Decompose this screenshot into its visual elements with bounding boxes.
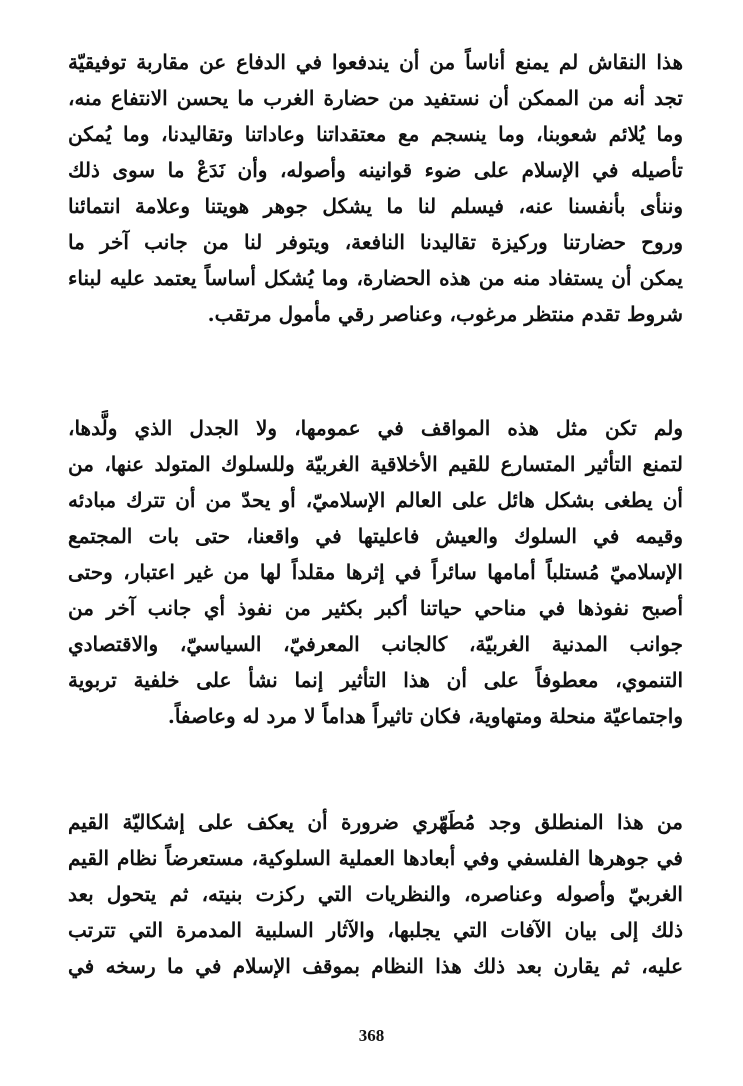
text-line: أصبح نفوذها في مناحي حياتنا أكبر بكثير من نفوذ أي جانب آخر من — [68, 596, 683, 620]
text-line: الإسلاميّ مُستلباً أمامها سائراً في إثرها مقلداً لها من غير اعتبار، وحتى — [68, 560, 683, 584]
text-line: شروط تقدم منتظر مرغوب، وعناصر رقي مأمول مرتقب. — [207, 302, 683, 326]
text-line: واجتماعيّة منحلة ومتهاوية، فكان تاثيراً هداماً لا مرد له وعاصفاً. — [167, 704, 683, 728]
text-line: هذا النقاش لم يمنع أناساً من أن يندفعوا في الدفاع عن مقاربة توفيقيّة — [68, 50, 683, 74]
paragraph-1 — [68, 44, 683, 332]
text-line: جوانب المدنية الغربيّة، كالجانب المعرفيّ، السياسيّ، والاقتصادي — [68, 632, 683, 656]
text-line: ذلك إلى بيان الآفات التي يجلبها، والآثار السلبية المدمرة التي تترتب — [68, 918, 683, 942]
text-line: وقيمه في السلوك والعيش فاعليتها في واقعنا، حتى بات المجتمع — [68, 524, 683, 548]
paragraph-2 — [68, 410, 683, 734]
paragraph-3 — [68, 804, 683, 984]
text-line: وما يُلائم شعوبنا، وما ينسجم مع معتقداتنا وعاداتنا وتقاليدنا، وما يُمكن — [68, 122, 683, 146]
text-line: تأصيله في الإسلام على ضوء قوانينه وأصوله، وأن نَدَعْ ما سوى ذلك — [68, 158, 683, 182]
text-line: في جوهرها الفلسفي وفي أبعادها العملية السلوكية، مستعرضاً نظام القيم — [68, 846, 683, 870]
text-line: وننأى بأنفسنا عنه، فيسلم لنا ما يشكل جوهر هويتنا وعلامة انتمائنا — [68, 194, 683, 218]
text-line: ولم تكن مثل هذه المواقف في عمومها، ولا الجدل الذي ولَّدها، — [68, 416, 683, 440]
text-line: الغربيّ وأصوله وعناصره، والنظريات التي ركزت بنيته، ثم يتحول بعد — [68, 882, 683, 906]
text-line: من هذا المنطلق وجد مُطَهّري ضرورة أن يعكف على إشكاليّة القيم — [68, 810, 683, 834]
text-line: عليه، ثم يقارن بعد ذلك هذا النظام بموقف الإسلام في ما رسخه في — [68, 954, 683, 978]
text-line: وروح حضارتنا وركيزة تقاليدنا النافعة، ويتوفر لنا من جانب آخر ما — [68, 230, 683, 254]
text-line: لتمنع التأثير المتسارع للقيم الأخلاقية الغربيّة وللسلوك المتولد عنها، من — [68, 452, 683, 476]
page-number: 368 — [358, 1026, 385, 1045]
text-line: تجد أنه من الممكن أن نستفيد من حضارة الغرب ما يحسن الانتفاع منه، — [68, 86, 683, 110]
text-line: التنموي، معطوفاً على أن هذا التأثير إنما نشأ على خلفية تربوية — [68, 668, 683, 692]
text-line: يمكن أن يستفاد منه من هذه الحضارة، وما يُشكل أساساً يعتمد عليه لبناء — [68, 266, 683, 290]
text-line: أن يطغى بشكل هائل على العالم الإسلاميّ، أو يحدّ من أن تترك مبادئه — [68, 488, 683, 512]
